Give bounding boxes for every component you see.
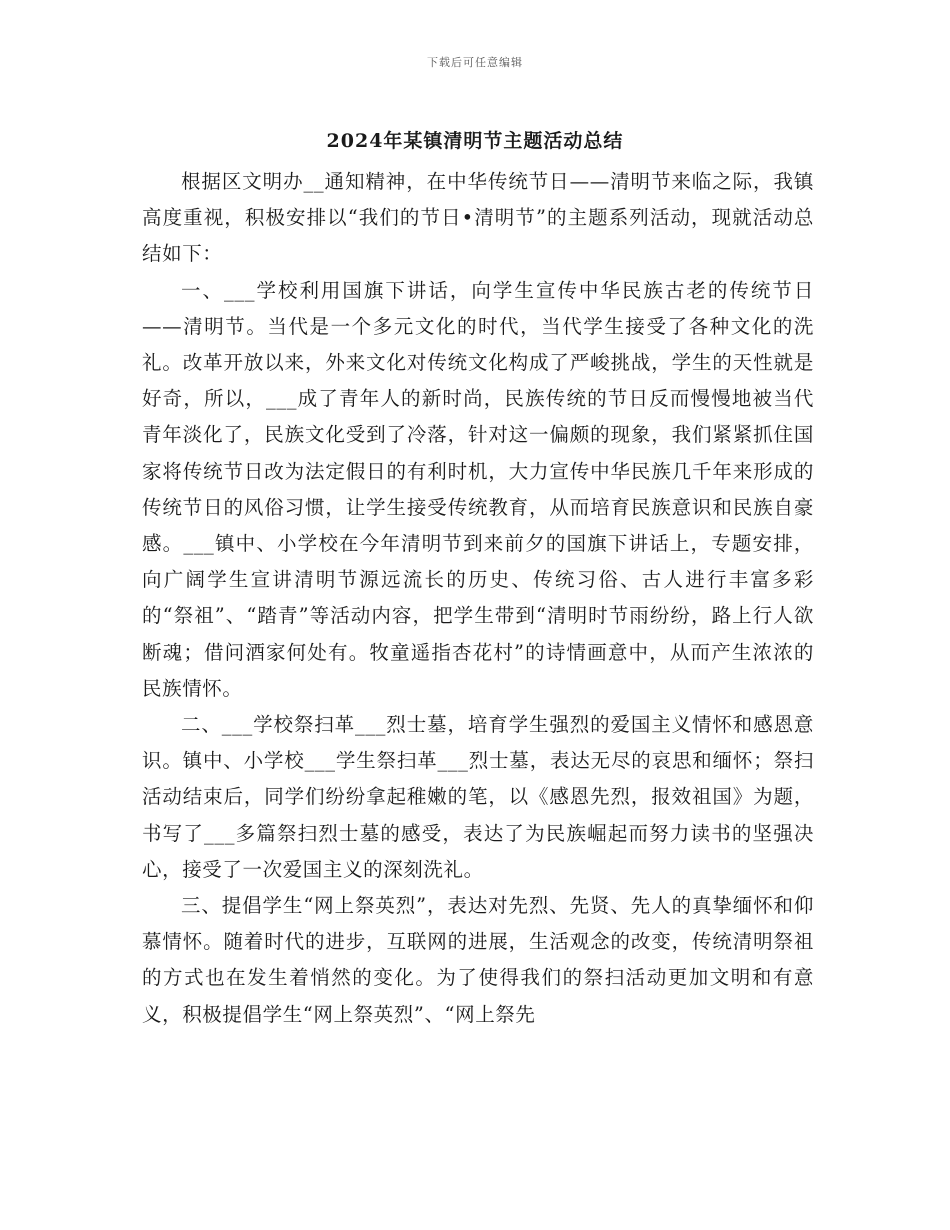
paragraph-section-1: 一、___学校利用国旗下讲话，向学生宣传中华民族古老的传统节日——清明节。当代是一个多元文化的时代，当代学生接受了各种文化的洗礼。改革开放以来，外来文化对传统文化构成了严峻挑战，学生的天性就是好奇，所以，___成了青年人的新时尚，民族传统的节日反而慢慢地被当代青年淡化了，民族文化受到了冷落，针对这一偏颇的现象，我们紧紧抓住国家将传统节日改为法定假日的有利时机，大力宣传中华民族几千年来形成的传统节日的风俗习惯，让学生接受传统教育，从而培育民族意识和民族自豪感。___镇中、小学校在今年清明节到来前夕的国旗下讲话上，专题安排，向广阔学生宣讲清明节源远流长的历史、传统习俗、古人进行丰富多彩的“祭祖”、“踏青”等活动内容，把学生带到“清明时节雨纷纷，路上行人欲断魂；借问酒家何处有。牧童遥指杏花村”的诗情画意中，从而产生浓浓的民族情怀。 — [142, 278, 814, 700]
document-title: 2024年某镇清明节主题活动总结 — [326, 130, 624, 152]
document-body — [142, 164, 814, 1033]
header-note: 下载后可任意编辑 — [427, 56, 523, 69]
paragraph-section-3: 三、提倡学生“网上祭英烈”，表达对先烈、先贤、先人的真挚缅怀和仰慕情怀。随着时代的进步，互联网的进展，生活观念的改变，传统清明祭祖的方式也在发生着悄然的变化。为了使得我们的祭扫活动更加文明和有意义，积极提倡学生“网上祭英烈”、“网上祭先 — [142, 894, 814, 1026]
paragraph-section-2: 二、___学校祭扫革___烈士墓，培育学生强烈的爱国主义情怀和感恩意识。镇中、小学校___学生祭扫革___烈士墓，表达无尽的哀思和缅怀；祭扫活动结束后，同学们纷纷拿起稚嫩的笔，以《感恩先烈，报效祖国》为题，书写了___多篇祭扫烈士墓的感受，表达了为民族崛起而努力读书的坚强决心，接受了一次爱国主义的深刻洗礼。 — [142, 713, 814, 881]
paragraph-intro: 根据区文明办__通知精神，在中华传统节日——清明节来临之际，我镇高度重视，积极安排以“我们的节日•清明节”的主题系列活动，现就活动总结如下： — [142, 170, 814, 266]
